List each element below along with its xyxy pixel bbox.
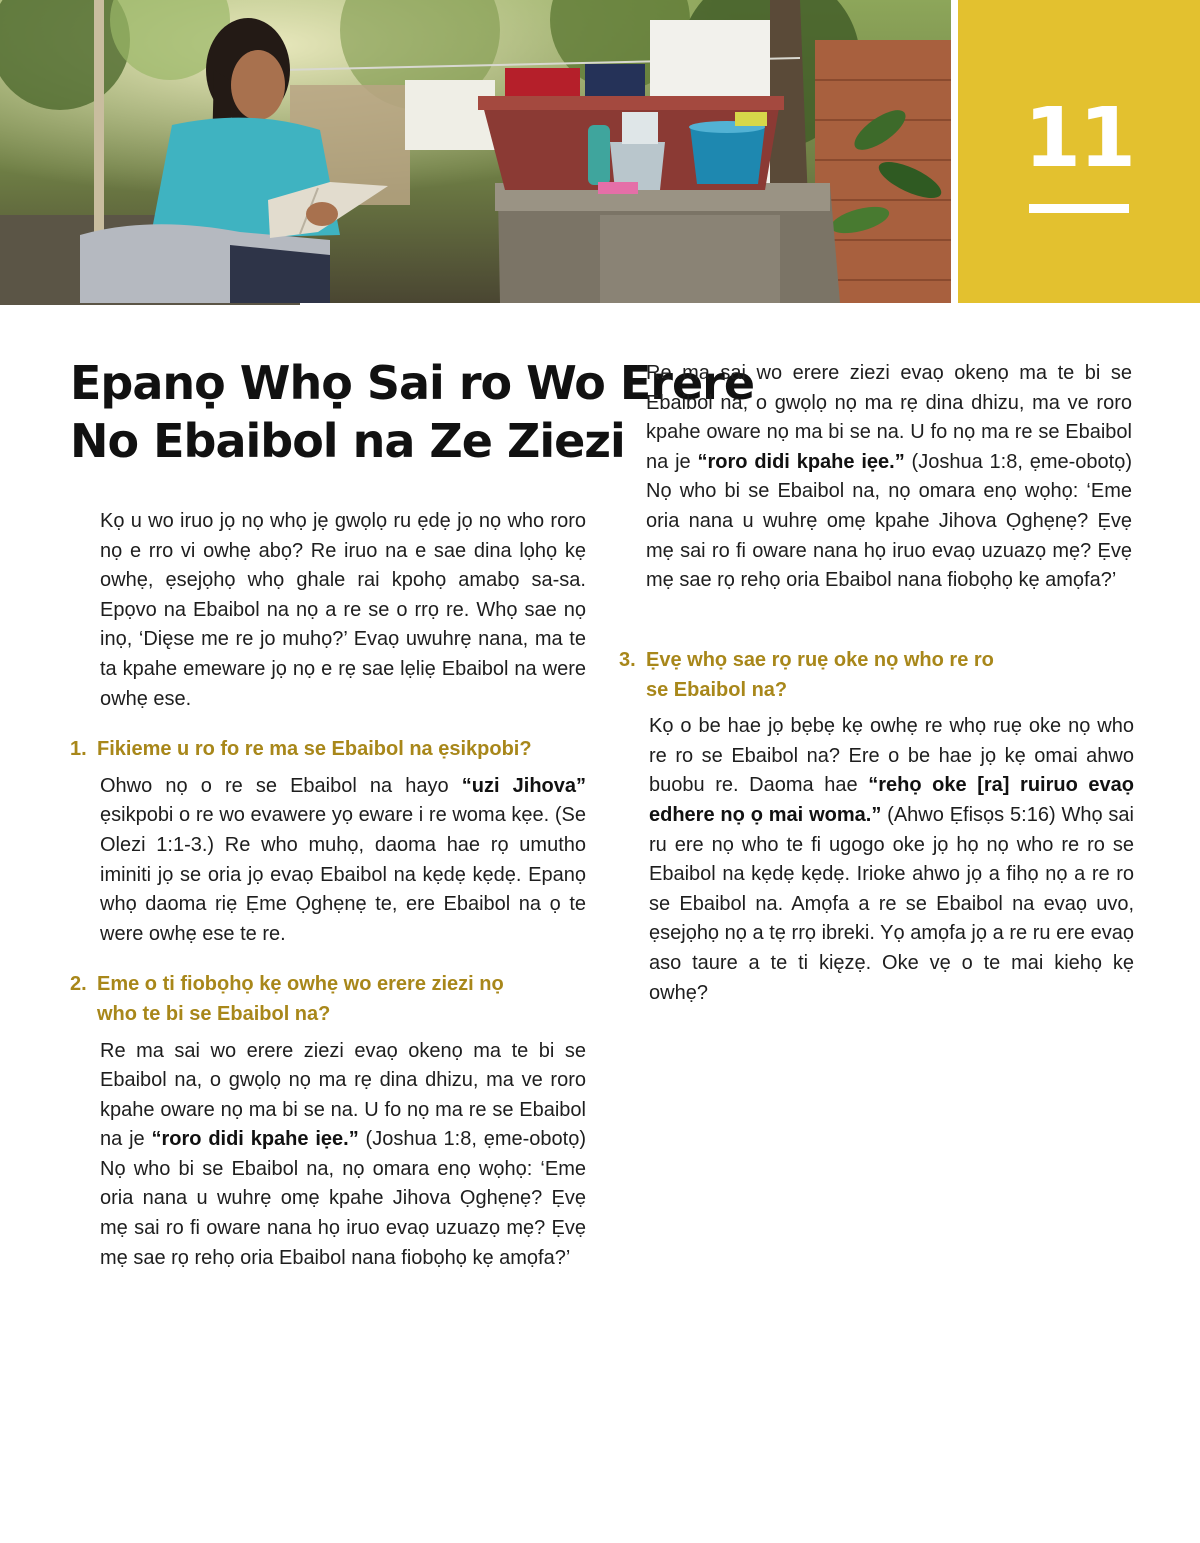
question-2 [70,970,540,1029]
chapter-number-box [958,0,1200,303]
scripture-quote: “rehọ oke [ra] ruiruo evaọ edhere nọ ọ mai woma.” [649,774,1134,826]
question-text: Eme o ti fiobọhọ kẹ owhẹ wo erere ziezi nọ who te bi se Ebaibol na? [97,973,504,1025]
answer-text: Kọ o be hae jọ bẹbẹ kẹ owhẹ re whọ ruẹ oke nọ who re ro se Ebaibol na? Ere o be hae jọ kẹ omai ahwo buobu re. Daoma hae [649,715,1134,797]
title-line-2: No Ebaibol na Ze Ziezi [70,414,625,468]
left-column [70,507,586,1269]
answer-text: Re ma sai wo erere ziezi evaọ okenọ ma te bi se Ebaibol na, o gwọlọ nọ ma rẹ dina dhizu, ma ve roro kpahe oware nọ ma bi se na. U fo nọ ma re se Ebaibol na je [646,362,1132,473]
answer-text: (Joshua 1:8, ẹme-obotọ) Nọ who bi se Ebaibol na, nọ omara enọ wọhọ: ‘Eme oria nana u wuhrẹ omẹ kpahe Jihova Ọghẹnẹ? Ẹvẹ mẹ sai ro fi oware nana họ iruo evaọ uzuazọ mẹ? Ẹvẹ mẹ sae rọ rehọ oria Ebaibol nana fiobọhọ kẹ amọfa?’ [100,1128,586,1269]
answer-text: Re ma sai wo erere ziezi evaọ okenọ ma te bi se Ebaibol na, o gwọlọ nọ ma rẹ dina dhizu, ma ve roro kpahe oware nọ ma bi se na. U fo nọ ma re se Ebaibol na je [100,1039,586,1151]
answer-text: (Ahwo Ẹfisọs 5:16) Whọ sai ru ere nọ who te fi ugogo oke jọ họ nọ who re ro se Ebaibol na kẹdẹ kẹdẹ. Irioke ahwo jọ a fihọ nọ a re ro se Ebaibol na. Amọfa a re se Ebaibol na evaọ uvo, ẹsejọhọ nọ a tẹ rrọ ibreki. Yọ amọfa jọ a re ru ere evaọ aso taure a te ti kięzẹ. Oke vẹ o te mai kiehọ kẹ owhẹ? [649,803,1134,1004]
scripture-quote: “roro didi kpahe iẹe.” [151,1128,359,1151]
intro-paragraph: Kọ u wo iruo jọ nọ whọ jẹ gwọlọ ru ẹdẹ jọ nọ who roro nọ e rro vi owhẹ abọ? Re iruo na e sae dina lọhọ kẹ owhẹ, ẹsejọhọ whọ ghale rai kpohọ amabọ sa-sa. Epọvo na Ebaibol na nọ a re se o rrọ re. Whọ sae nọ inọ, ‘Dięse me re jo muhọ?’ Evaọ uwuhrẹ nana, ma te ta kpahe emeware jọ nọ e rẹ sae lẹliẹ Ebaibol na were owhẹ ese. [100,510,586,710]
hero-photo [0,0,951,303]
question-3 [619,646,1009,705]
answer-text: (Joshua 1:8, ẹme-obotọ) Nọ who bi se Ebaibol na, nọ omara enọ wọhọ: ‘Eme oria nana u wuhrẹ omẹ kpahe Jihova Ọghẹnẹ? Ẹvẹ mẹ sai ro fi oware nana họ iruo evaọ uzuazọ mẹ? Ẹvẹ mẹ sae rọ rehọ oria Ebaibol nana fiobọhọ kẹ amọfa?’ [646,450,1132,592]
question-number: 1. [70,738,87,761]
answer-text: ẹsikpobi o re wo evawere yọ eware i re woma kẹe. (Se Olezi 1:1-3.) Re who muhọ, daoma hae rọ umutho iminiti jọ se oria jọ evaọ Ebaibol na kẹdẹ kẹdẹ. Epanọ whọ daoma riẹ Ẹme Ọghẹnẹ te, ere Ebaibol na ọ te were owhẹ ese te re. [100,804,586,945]
question-number: 2. [70,973,87,996]
chapter-underline [1029,204,1129,213]
answer-2-overflow [646,359,1132,596]
title-line-1: Epanọ Whọ Sai ro Wo Erere [70,356,755,410]
answer-2-clip [70,1037,586,1269]
question-1 [70,735,586,765]
scripture-quote: “uzi Jihova” [461,774,586,797]
answer-1 [100,772,586,950]
question-number: 3. [619,649,636,671]
chapter-number: 11 [1023,91,1135,186]
scripture-quote: “roro didi kpahe iẹe.” [697,450,905,473]
right-column [619,362,1134,1008]
answer-2 [100,1037,586,1274]
question-text: Ẹvẹ whọ sae rọ ruẹ oke nọ who re ro se Ebaibol na? [646,649,994,701]
answer-text: Ohwo nọ o re se Ebaibol na hayo [100,774,462,797]
answer-3 [649,712,1134,1008]
answer-2-continued [619,362,1134,625]
question-text: Fikieme u ro fo re ma se Ebaibol na ẹsikpobi? [97,738,532,761]
